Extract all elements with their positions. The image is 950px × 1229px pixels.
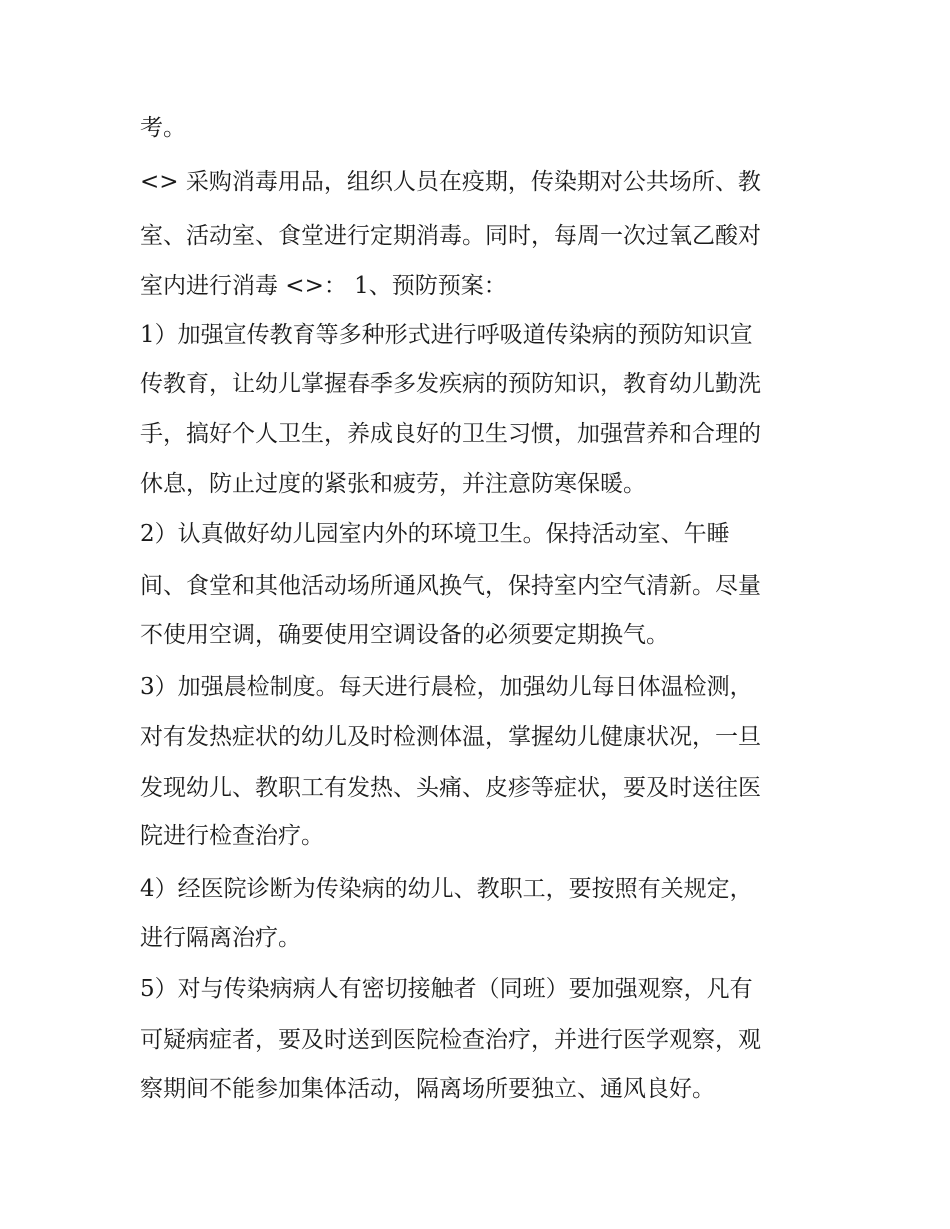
- text-line: 3）加强晨检制度。每天进行晨检，加强幼儿每日体温检测，: [140, 674, 753, 700]
- text-line: 休息，防止过度的紧张和疲劳，并注意防寒保暖。: [140, 471, 646, 497]
- text-line: 不使用空调，确要使用空调设备的必须要定期换气。: [140, 622, 669, 648]
- text-line: 察期间不能参加集体活动，隔离场所要独立、通风良好。: [140, 1076, 715, 1102]
- text-line: 发现幼儿、教职工有发热、头痛、皮疹等症状，要及时送往医: [140, 775, 761, 801]
- text-line: 院进行检查治疗。: [140, 823, 324, 849]
- text-line: 进行隔离治疗。: [140, 925, 301, 951]
- text-line: 传教育，让幼儿掌握春季多发疾病的预防知识，教育幼儿勤洗: [140, 371, 761, 397]
- text-line: <> 采购消毒用品，组织人员在疫期，传染期对公共场所、教: [140, 169, 761, 195]
- text-line: 室内进行消毒 <>： 1、预防预案：: [140, 273, 507, 299]
- text-line: 可疑病症者，要及时送到医院检查治疗，并进行医学观察，观: [140, 1027, 761, 1053]
- text-line: 4）经医院诊断为传染病的幼儿、教职工，要按照有关规定，: [140, 876, 753, 902]
- text-line: 1）加强宣传教育等多种形式进行呼吸道传染病的预防知识宣: [140, 322, 753, 348]
- text-line: 室、活动室、食堂进行定期消毒。同时，每周一次过氧乙酸对: [140, 223, 761, 249]
- text-line: 间、食堂和其他活动场所通风换气，保持室内空气清新。尽量: [140, 573, 761, 599]
- text-line: 5）对与传染病病人有密切接触者（同班）要加强观察，凡有: [140, 976, 753, 1002]
- text-line: 2）认真做好幼儿园室内外的环境卫生。保持活动室、午睡: [140, 521, 730, 547]
- text-line: 对有发热症状的幼儿及时检测体温，掌握幼儿健康状况，一旦: [140, 724, 761, 750]
- text-line: 考。: [140, 115, 186, 141]
- text-line: 手，搞好个人卫生，养成良好的卫生习惯，加强营养和合理的: [140, 421, 761, 447]
